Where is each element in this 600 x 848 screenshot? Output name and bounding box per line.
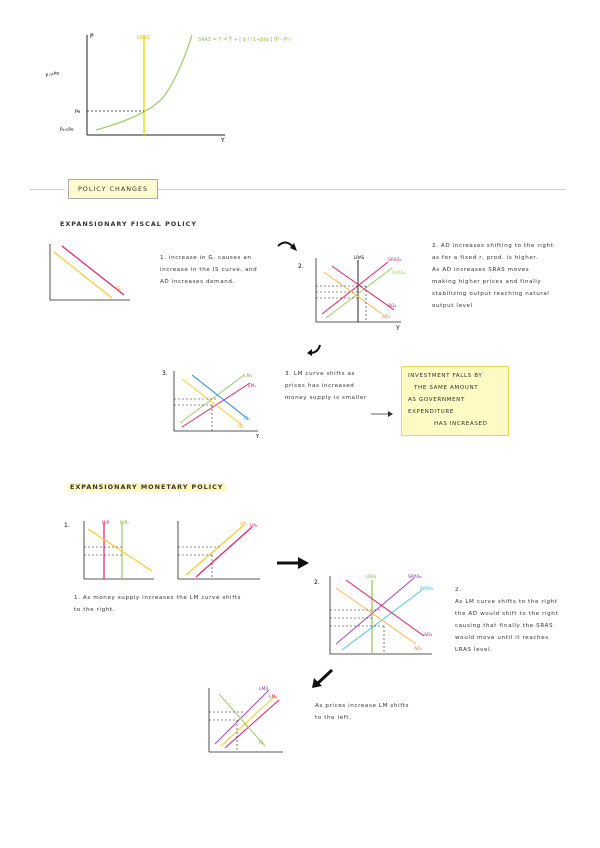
text-line: LRAS level.: [455, 647, 493, 653]
step-number: 2.: [298, 263, 304, 270]
svg-text:Y: Y: [256, 434, 260, 440]
text-line: THE SAME AMOUNT: [414, 385, 479, 391]
step-number: 2.: [314, 579, 320, 586]
ad1-label: AD₁: [414, 647, 423, 652]
curved-arrow-icon: [306, 342, 322, 361]
monetary-step3-text: [315, 700, 409, 724]
is2-label: IS₂: [116, 287, 122, 292]
text-line: would move until it reaches: [455, 635, 549, 641]
p-label-above: P₁>Pe: [45, 71, 60, 79]
lm2-label: LM₂: [244, 374, 253, 379]
text-line: 1. increase in G, causes an: [160, 255, 252, 261]
lm3-label: LM3: [259, 687, 269, 692]
fiscal-step1-graph: [40, 240, 140, 305]
text-line: As LM curve shifts to the right: [455, 599, 558, 605]
ad2-label: AD₂: [388, 304, 397, 309]
text-line: to the right.: [74, 607, 116, 613]
policy-changes-title-box: [68, 179, 158, 199]
lm2-label: LM₂: [250, 523, 258, 528]
text-line: to the left.: [315, 715, 352, 721]
text-line: prices has increased: [285, 383, 355, 389]
arrow-right-icon: [370, 403, 394, 422]
mp2-label: M/P₂: [120, 520, 129, 525]
curved-arrow-icon: [276, 238, 298, 258]
fiscal-step1-text: [160, 252, 257, 288]
step-number: 1.: [64, 522, 70, 529]
monetary-step1-lm-graph: [168, 515, 268, 585]
is-label: IS: [259, 741, 264, 746]
fiscal-step2-graph: [296, 252, 416, 332]
monetary-step2-text: [455, 584, 558, 656]
top-graph: [40, 25, 360, 145]
text-line: As prices increase LM shifts: [315, 703, 410, 709]
text-line: output level: [432, 303, 473, 309]
lras-label: LRAS: [366, 574, 377, 579]
text-line: the AD would shift to the right: [455, 611, 559, 617]
y-axis-label: Y: [221, 137, 225, 144]
fiscal-step3-graph: [160, 365, 270, 440]
is1-label: IS₁: [238, 425, 244, 430]
fiscal-step3-text: [285, 368, 367, 404]
ad2-label: AD₂: [424, 633, 433, 638]
pe-label: Pe: [75, 110, 81, 115]
sras2-label: SRAS₂: [408, 575, 422, 580]
text-line: money supply is smaller: [285, 395, 367, 401]
p-axis-label: P: [90, 33, 94, 40]
sras-equation: SRAS = Y = Ȳ + [ α / (1+β)α ] (P - Pᵉ): [198, 37, 291, 43]
text-line: 2. AD increases shifting to the right: [432, 243, 554, 249]
text-line: 3. LM curve shifts as: [285, 371, 355, 377]
arrow-down-left-icon: [310, 668, 334, 694]
text-line: HAS INCREASED: [434, 421, 488, 427]
arrow-right-icon: [276, 555, 310, 574]
svg-text:Y: Y: [396, 325, 400, 332]
monetary-step1-text: [74, 592, 241, 616]
lm1-label: LM₁: [240, 521, 248, 526]
text-line: INVESTMENT FALLS BY: [408, 373, 483, 379]
sras2-label: SRAS₂: [392, 271, 406, 276]
p-label-below: P₁<Pe: [60, 128, 74, 133]
ad1-label: AD₁: [382, 315, 391, 320]
monetary-step2-graph: [312, 570, 447, 660]
fiscal-heading: EXPANSIONARY FISCAL POLICY: [60, 220, 197, 228]
is2-label: IS₂: [244, 417, 250, 422]
text-line: stabilizing output reaching natural: [432, 291, 550, 297]
monetary-heading-text: EXPANSIONARY MONETARY POLICY: [70, 483, 224, 491]
lras-label: LRAS: [137, 35, 150, 41]
policy-changes-divider-right: [158, 189, 566, 190]
text-line: 1. As money supply increases the LM curve shifts: [74, 595, 241, 601]
mp-label: M/P: [102, 520, 110, 525]
sras1-label: SRAS₁: [388, 258, 402, 263]
policy-changes-divider: [30, 189, 65, 190]
text-line: increase in the IS curve, and: [160, 267, 258, 273]
investment-note-box: [401, 366, 509, 436]
step-number: 3.: [162, 370, 168, 377]
text-line: causing that finally the SRAS: [455, 623, 554, 629]
monetary-heading: [68, 483, 225, 491]
monetary-step1-money-graph: [62, 515, 162, 585]
lm2-label: LM₂: [269, 695, 278, 700]
text-line: AD increases demand.: [160, 279, 235, 285]
lras-label: LRAS: [354, 255, 365, 260]
lm1-label: LM₁: [248, 384, 257, 389]
sras1-label: SRAS₁: [420, 587, 434, 592]
text-line: 2.: [455, 587, 462, 593]
text-line: making higher prices and finally: [432, 279, 542, 285]
text-line: as for a fixed r, prod. is higher.: [432, 255, 539, 261]
fiscal-step2-text: [432, 240, 554, 312]
monetary-step3-graph: [195, 682, 295, 760]
policy-changes-title: POLICY CHANGES: [77, 185, 149, 193]
text-line: AS GOVERNMENT EXPENDITURE: [408, 397, 465, 415]
text-line: As AD increases SRAS moves: [432, 267, 530, 273]
